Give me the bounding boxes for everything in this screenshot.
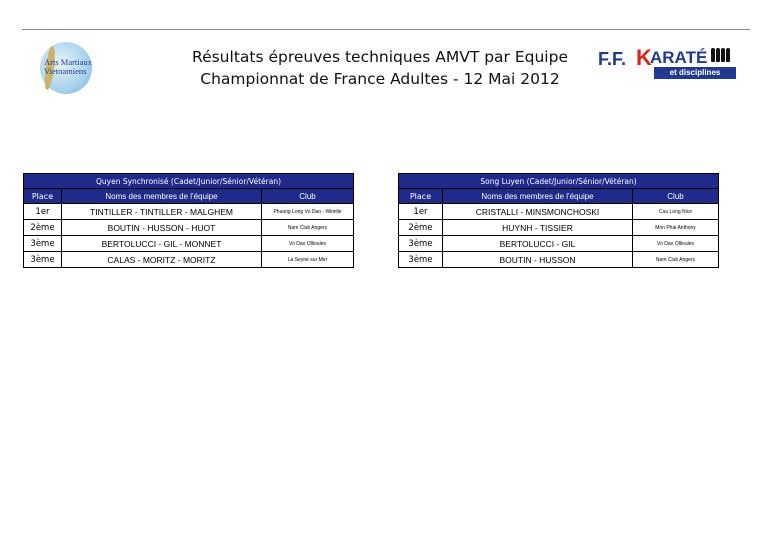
column-header-place: Place: [399, 189, 443, 204]
team-cell: BERTOLUCCI - GIL - MONNET: [62, 236, 262, 252]
ffk-logo-ff: F.F.: [598, 49, 627, 69]
team-cell: HUYNH - TISSIER: [443, 220, 633, 236]
amv-logo-line1: Arts Martiaux: [44, 57, 92, 67]
place-cell: 3ème: [24, 252, 62, 268]
table-row: [24, 204, 354, 220]
table-row: [399, 236, 719, 252]
column-header-club: Club: [633, 189, 719, 204]
club-cell: Nam Club Angers: [262, 220, 354, 236]
place-cell: 1er: [24, 204, 62, 220]
table-row: [399, 204, 719, 220]
title-line-1: Résultats épreuves techniques AMVT par Equipe: [192, 48, 568, 66]
place-cell: 2ème: [399, 220, 443, 236]
table-row: [24, 220, 354, 236]
place-cell: 3ème: [399, 236, 443, 252]
club-cell: Phuong Long Vo Dao - Wimille: [262, 204, 354, 220]
column-header-place: Place: [24, 189, 62, 204]
team-cell: BOUTIN - HUSSON - HUOT: [62, 220, 262, 236]
fist-icon: [711, 48, 733, 66]
amv-logo-line2: Vietnamiens: [44, 66, 87, 76]
place-cell: 2ème: [24, 220, 62, 236]
table-row: [399, 252, 719, 268]
club-cell: Cuu Long Nice: [633, 204, 719, 220]
team-cell: BERTOLUCCI - GIL: [443, 236, 633, 252]
table-caption: Quyen Synchronisé (Cadet/Junior/Sénior/Vétéran): [24, 174, 354, 189]
column-header-club: Club: [262, 189, 354, 204]
table-caption: Song Luyen (Cadet/Junior/Sénior/Vétéran): [399, 174, 719, 189]
club-cell: Mon Phai Anthony: [633, 220, 719, 236]
club-cell: Vo Dao Ollioules: [262, 236, 354, 252]
team-cell: CALAS - MORITZ - MORITZ: [62, 252, 262, 268]
team-cell: TINTILLER - TINTILLER - MALGHEM: [62, 204, 262, 220]
place-cell: 3ème: [399, 252, 443, 268]
page-title: [150, 46, 610, 90]
table-row: [24, 252, 354, 268]
column-header-team: Noms des membres de l'équipe: [443, 189, 633, 204]
ffk-logo-k: K: [636, 45, 651, 70]
club-cell: Vo Dao Ollioules: [633, 236, 719, 252]
results-table-song-luyen: [398, 173, 719, 268]
team-cell: BOUTIN - HUSSON: [443, 252, 633, 268]
ffk-logo: [598, 45, 738, 89]
column-header-team: Noms des membres de l'équipe: [62, 189, 262, 204]
ffk-logo-karate: ARATÉ: [650, 48, 708, 67]
place-cell: 1er: [399, 204, 443, 220]
club-cell: Nam Club Angers: [633, 252, 719, 268]
title-line-2: Championnat de France Adultes - 12 Mai 2012: [200, 70, 560, 88]
place-cell: 3ème: [24, 236, 62, 252]
top-rule: [22, 29, 750, 30]
amv-logo: [36, 42, 96, 98]
ffk-logo-subtitle: et disciplines associées: [654, 67, 736, 79]
table-row: [399, 220, 719, 236]
table-row: [24, 236, 354, 252]
club-cell: La Seyne sur Mer: [262, 252, 354, 268]
team-cell: CRISTALLI - MINSMONCHOSKI: [443, 204, 633, 220]
results-table-quyen: [23, 173, 354, 268]
